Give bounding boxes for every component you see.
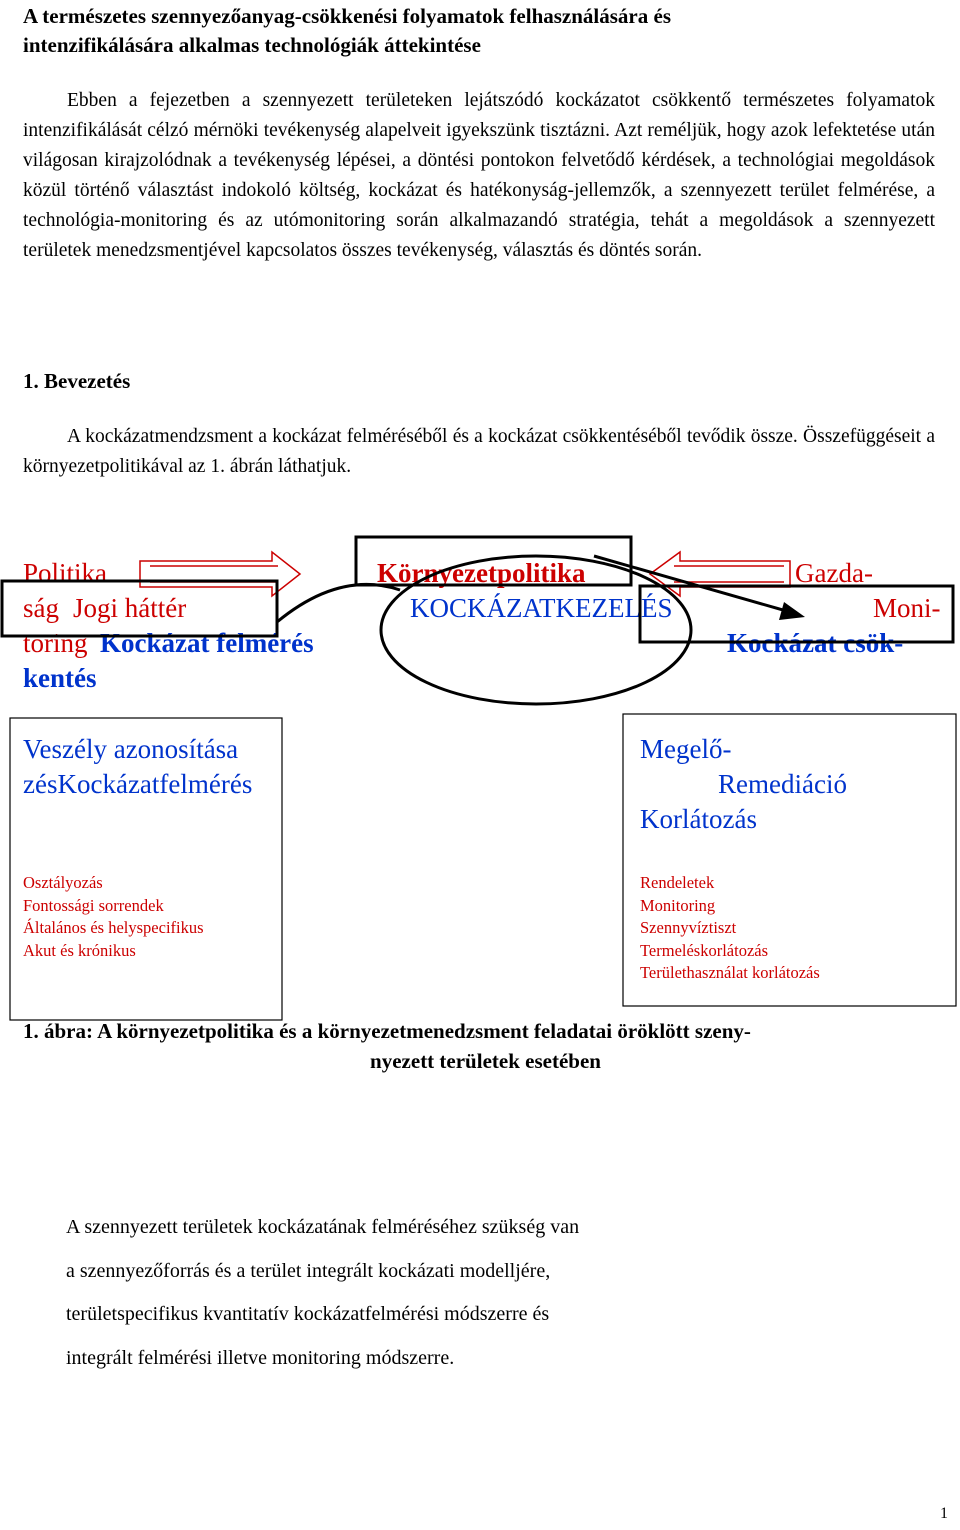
left-box-title-part: Kockázatfelmérés <box>57 769 253 799</box>
right-box-title-line: Korlátozás <box>640 804 757 834</box>
title-line: A természetes szennyezőanyag-csökkenési folyamatok felhasználására és <box>23 4 671 28</box>
title-line: intenzifikálására alkalmas technológiák áttekintése <box>23 33 481 57</box>
list-item: Termeléskorlátozás <box>640 940 769 960</box>
right-box-title-line: Megelő- <box>640 734 732 764</box>
caption-line: 1. ábra: A környezetpolitika és a környezetmenedzsment feladatai öröklött szeny- <box>23 1019 751 1043</box>
list-item: Szennyvíztiszt <box>640 918 737 937</box>
section-paragraph: A kockázatmendzsment a kockázat felméréséből és a kockázat csökkentéséből tevődik össze. Összefüggéseit a környezetpolitikával az 1. ábrán láthatjuk. <box>23 426 935 477</box>
kockazat-felmeres-label: Kockázat felmérés <box>100 628 314 658</box>
arrow-head <box>779 602 805 620</box>
right-box-title <box>640 732 950 837</box>
right-box-title-line: Remediáció <box>718 769 847 799</box>
monitoring-label-2: toring <box>23 628 88 658</box>
closing-paragraph <box>66 1206 579 1380</box>
jogi-hatter-label: Jogi háttér <box>73 593 187 623</box>
left-box-title-line: Veszély azonosítása <box>23 734 239 764</box>
list-item: Területhasználat korlátozás <box>640 963 820 982</box>
list-item: Akut és krónikus <box>23 940 136 960</box>
kockazat-csokkentes-label-2: kentés <box>23 663 97 693</box>
left-box-list <box>23 872 204 962</box>
list-item: Monitoring <box>640 895 716 915</box>
left-box-title-line <box>23 767 283 802</box>
list-item: Rendeletek <box>640 873 715 892</box>
page-number: 1 <box>940 1505 948 1522</box>
gazdasag-label-1: Gazda- <box>795 558 873 588</box>
list-item: Általános és helyspecifikus <box>23 918 204 937</box>
closing-line: integrált felmérési illetve monitoring módszerre. <box>66 1346 455 1369</box>
gazdasag-label-2: ság <box>23 593 59 623</box>
connector-line <box>277 584 400 622</box>
section-heading: 1. Bevezetés <box>23 369 131 393</box>
arrow-left-outline <box>650 552 790 596</box>
intro-paragraph: Ebben a fejezetben a szennyezett területeken lejátszódó kockázatot csökkentő természetes folyamatok intenzifikálását célzó mérnöki tevékenység alapelveit igyekszünk tisztázni. Azt reméljük, hogy azok lefektetése után világosan kirajzolódnak a tevékenység lépései, a döntési pontokon felvetődő kérdések, a technológiai megoldások közül történő választást indokoló költség, kockázat és hatékonyság-jellemzők, a szennyezett terület felmérése, a technológia-monitoring és az utómonitoring során alkalmazandó stratégia, tehát a megoldások a szennyezett területek menedzsmentjével kapcsolatos összes tevékenység, választás és döntés során. <box>23 90 935 261</box>
left-box-title <box>23 732 283 802</box>
kockazatkezeles-label: KOCKÁZATKEZELÉS <box>410 593 673 623</box>
closing-line: a szennyezőforrás és a terület integrált kockázati modelljére, <box>66 1259 551 1282</box>
figure-caption <box>23 1016 948 1076</box>
list-item: Osztályozás <box>23 873 103 892</box>
monitoring-label-1: Moni- <box>873 593 941 623</box>
closing-line: A szennyezett területek kockázatának felméréséhez szükség van <box>66 1216 580 1238</box>
list-item: Fontossági sorrendek <box>23 895 164 915</box>
closing-line: területspecifikus kvantitatív kockázatfelmérési módszerre és <box>66 1303 550 1325</box>
left-box-title-part: zés <box>23 769 58 799</box>
politika-label: Politika <box>23 558 108 588</box>
jogi-hatter-frame <box>2 581 277 636</box>
kornyezetpolitika-label: Környezetpolitika <box>377 558 586 588</box>
kockazatkezeles-ellipse <box>381 556 691 704</box>
kockazat-csokkentes-label-1: Kockázat csök- <box>727 628 904 658</box>
right-box-list <box>640 872 820 985</box>
caption-line: nyezett területek esetében <box>370 1049 601 1073</box>
